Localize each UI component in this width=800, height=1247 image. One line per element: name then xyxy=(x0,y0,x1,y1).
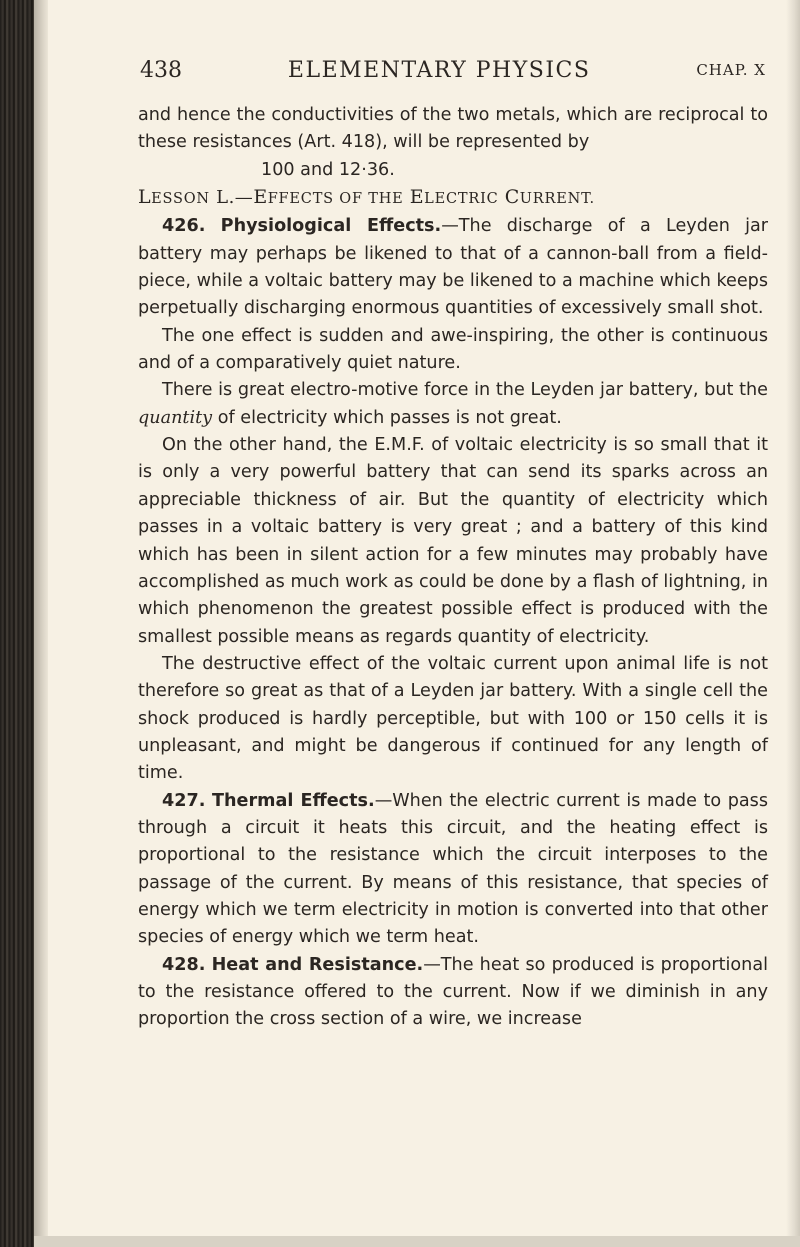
lesson-heading: LESSON L.—EFFECTS OF THE ELECTRIC CURRENT. xyxy=(138,186,595,209)
paragraph-one-effect: The one effect is sudden and awe-inspiring, the other is continuous and of a comparatively quiet nature. xyxy=(138,325,768,374)
section-427-title: Thermal Effects. xyxy=(212,790,375,811)
running-head: ELEMENTARY PHYSICS xyxy=(287,57,591,83)
italic-quantity: quantity xyxy=(138,407,213,428)
page-gutter xyxy=(34,0,48,1247)
book-spine xyxy=(0,0,34,1247)
section-426-number: 426. xyxy=(162,216,206,237)
opening-paragraph: and hence the conductivities of the two metals, which are reciprocal to these resistances (Art. 418), will be represented by xyxy=(138,105,768,153)
section-426: 426. Physiological Effects.—The discharge of a Leyden jar battery may perhaps be likened to that of a cannon-ball from a field-piece, while a voltaic battery may be likened to a machine which keeps perpetually discharging enormous quantities of excessively small shot. xyxy=(138,216,768,319)
paragraph-great-emf: There is great electro-motive force in the Leyden jar battery, but the quantity of electricity which passes is not great. xyxy=(138,380,768,428)
paragraph-other-hand: On the other hand, the E.M.F. of voltaic electricity is so small that it is only a very powerful battery that can send its sparks across an appreciable thickness of air. But the quantity of electricity which passes in a voltaic battery is very great ; and a battery of this kind which has been in silent action for a few minutes may probably have accomplished as much work as could be done by a flash of lightning, in which phenomenon the greatest possible effect is produced with the smallest possible means as regards quantity of electricity. xyxy=(138,435,768,647)
page-right-edge xyxy=(786,0,800,1247)
page-bottom-edge xyxy=(34,1236,800,1247)
page-number: 438 xyxy=(140,57,182,83)
chapter-label: CHAP. X xyxy=(696,61,766,79)
section-428: 428. Heat and Resistance.—The heat so produced is proportional to the resistance offered to the current. Now if we diminish in any proportion the cross section of a wire, we increase xyxy=(138,954,769,1030)
paragraph-destructive-effect: The destructive effect of the voltaic current upon animal life is not therefore so great as that of a Leyden jar battery. With a single cell the shock produced is hardly perceptible, but with 100 or 150 cells it is unpleasant, and might be dangerous if continued for any length of time. xyxy=(138,653,768,784)
page-body xyxy=(138,102,768,1034)
section-427: 427. Thermal Effects.—When the electric current is made to pass through a circuit it heats this circuit, and the heating effect is proportional to the resistance which the circuit interposes to the passage of the current. By means of this resistance, that species of energy which we term electricity in motion is converted into that other species of energy which we term heat. xyxy=(138,790,768,948)
section-426-title: Physiological Effects. xyxy=(220,216,442,237)
page-header xyxy=(140,50,766,90)
conductivity-values: 100 and 12·36. xyxy=(261,159,395,180)
section-428-title: Heat and Resistance. xyxy=(211,954,424,975)
section-427-number: 427. xyxy=(162,790,206,811)
section-428-number: 428. xyxy=(162,954,206,975)
